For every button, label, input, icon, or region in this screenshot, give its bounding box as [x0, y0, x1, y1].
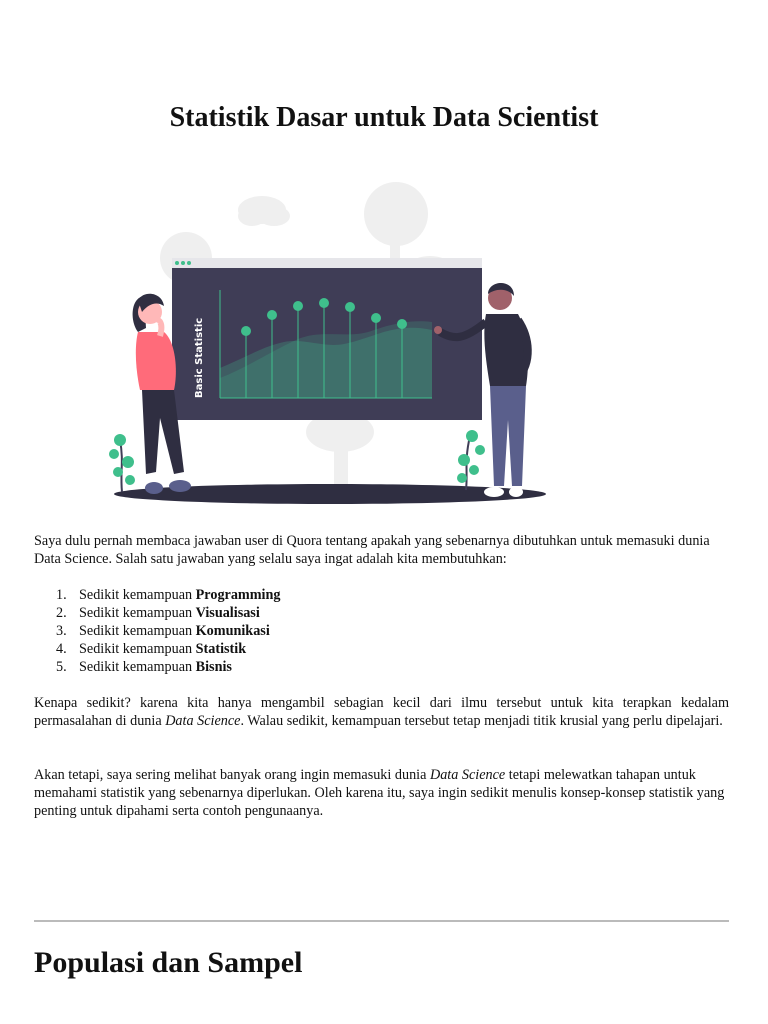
paragraph-motivation: Akan tetapi, saya sering melihat banyak orang ingin memasuki dunia Data Science tetapi melewatkan tahapan untuk memahami statistik yang sebenarnya diperlukan. Oleh karena itu, saya ingin sedikit menulis konsep-konsep statistik yang penting untuk dipahami serta contoh pengunaanya.	[34, 767, 725, 819]
section-divider	[34, 920, 729, 922]
presentation-board	[172, 258, 482, 420]
paragraph-why-little: Kenapa sedikit? karena kita hanya mengambil sebagian kecil dari ilmu tersebut untuk kita terapkan kedalam permasalahan di dunia Data Science. Walau sedikit, kemampuan tersebut tetap menjadi titik krusial yang perlu dipelajari.	[34, 695, 729, 729]
page-title: Statistik Dasar untuk Data Scientist	[169, 102, 599, 133]
statistics-illustration	[34, 172, 618, 508]
skills-list	[34, 586, 729, 676]
list-item: 2. Sedikit kemampuan Visualisasi	[56, 605, 260, 621]
board-label: Basic Statistic	[194, 317, 205, 398]
intro-paragraph: Saya dulu pernah membaca jawaban user di Quora tentang apakah yang sebenarnya dibutuhkan untuk memasuki dunia Data Science. Salah satu jawaban yang selalu saya ingat adalah kita membutuhkan:	[34, 533, 710, 567]
plant-left	[109, 434, 135, 492]
list-item: 4. Sedikit kemampuan Statistik	[56, 641, 247, 657]
list-item: 5. Sedikit kemampuan Bisnis	[56, 659, 232, 675]
list-item: 3. Sedikit kemampuan Komunikasi	[56, 623, 270, 639]
section-heading: Populasi dan Sampel	[34, 946, 303, 979]
plant-right	[457, 430, 485, 490]
list-item: 1. Sedikit kemampuan Programming	[56, 587, 281, 603]
